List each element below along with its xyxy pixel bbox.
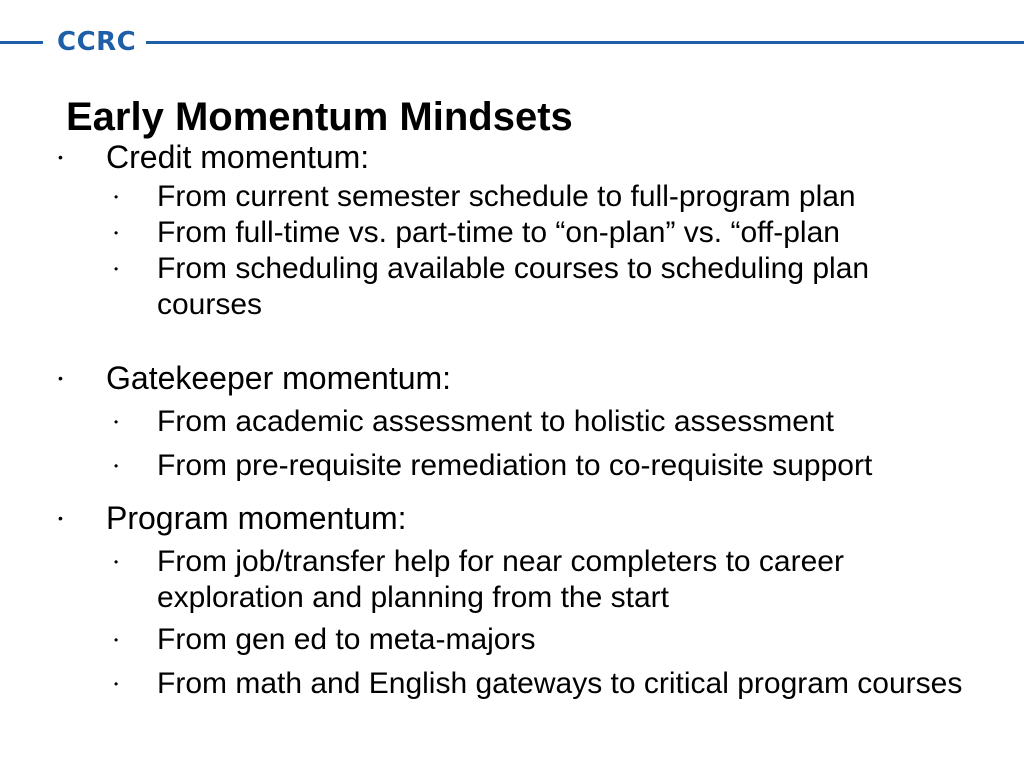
section-program-momentum (0, 500, 1024, 702)
bullet-text: From current semester schedule to full-program plan (157, 180, 856, 213)
bullet-text: From scheduling available courses to scheduling plan courses (157, 252, 870, 321)
bullet-level2 (0, 215, 1024, 251)
ccrc-logo: CCRC (57, 27, 137, 57)
bullet-level1 (0, 360, 1024, 400)
bullet-level2 (0, 179, 1024, 215)
section-heading: Credit momentum: (106, 139, 370, 175)
bullet-level1 (0, 500, 1024, 540)
bullet-text: From math and English gateways to critical program courses (157, 667, 963, 700)
bullet-level2 (0, 448, 1024, 484)
bullet-icon: • (114, 459, 119, 473)
bullet-level2 (0, 544, 1024, 616)
bullet-icon: • (114, 262, 119, 276)
bullet-text: From pre-requisite remediation to co-requisite support (157, 449, 873, 482)
bullet-level2 (0, 251, 1024, 323)
bullet-icon: • (58, 149, 63, 165)
bullet-icon: • (58, 510, 63, 526)
bullet-icon: • (114, 190, 119, 204)
bullet-icon: • (114, 415, 119, 429)
bullet-text: From full-time vs. part-time to “on-plan” vs. “off-plan (157, 216, 840, 249)
bullet-level2 (0, 622, 1024, 658)
bullet-icon: • (114, 555, 119, 569)
section-heading: Program momentum: (106, 500, 407, 536)
slide-title: Early Momentum Mindsets (66, 95, 573, 139)
section-credit-momentum (0, 139, 1024, 323)
section-heading: Gatekeeper momentum: (106, 360, 452, 396)
bullet-text: From job/transfer help for near completers to career exploration and planning from the start (157, 545, 844, 614)
bullet-icon: • (58, 370, 63, 386)
section-gatekeeper-momentum (0, 360, 1024, 484)
bullet-level1 (0, 139, 1024, 179)
bullet-icon: • (114, 633, 119, 647)
bullet-text: From gen ed to meta-majors (157, 623, 536, 656)
bullet-level2 (0, 404, 1024, 440)
bullet-icon: • (114, 226, 119, 240)
bullet-level2 (0, 666, 1024, 702)
bullet-icon: • (114, 677, 119, 691)
bullet-text: From academic assessment to holistic assessment (157, 405, 834, 438)
